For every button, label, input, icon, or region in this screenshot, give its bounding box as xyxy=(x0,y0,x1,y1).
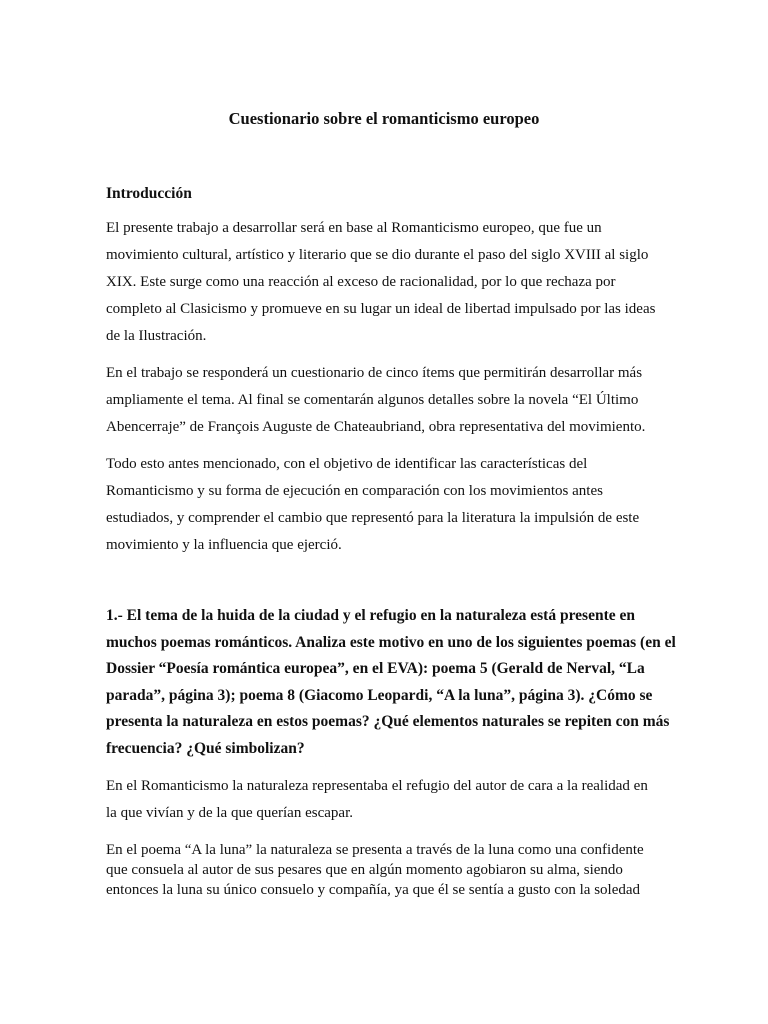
text-line: Abencerraje” de François Auguste de Chateaubriand, obra representativa del movimiento. xyxy=(106,419,646,435)
intro-paragraph-3 xyxy=(106,451,666,559)
text-line: Romanticismo y su forma de ejecución en comparación con los movimientos antes xyxy=(106,483,603,499)
text-line: muchos poemas románticos. Analiza este motivo en uno de los siguientes poemas (en el xyxy=(106,633,676,651)
document-title: Cuestionario sobre el romanticismo europeo xyxy=(228,109,540,128)
text-line: En el poema “A la luna” la naturaleza se presenta a través de la luna como una confidente xyxy=(106,842,644,858)
text-line: que consuela al autor de sus pesares que en algún momento agobiaron su alma, siendo xyxy=(106,862,623,878)
intro-heading: Introducción xyxy=(106,185,192,202)
text-line: Todo esto antes mencionado, con el objetivo de identificar las características del xyxy=(106,456,588,472)
text-line: entonces la luna su único consuelo y compañía, ya que él se sentía a gusto con la soledad xyxy=(106,882,641,898)
text-line: estudiados, y comprender el cambio que representó para la literatura la impulsión de este xyxy=(106,510,640,526)
text-line: presenta la naturaleza en estos poemas? ¿Qué elementos naturales se repiten con más xyxy=(106,713,670,730)
text-line: movimiento cultural, artístico y literario que se dio durante el paso del siglo XVIII al siglo xyxy=(106,247,649,263)
text-line: frecuencia? ¿Qué simbolizan? xyxy=(106,739,305,757)
text-line: En el trabajo se responderá un cuestionario de cinco ítems que permitirán desarrollar más xyxy=(106,365,643,381)
text-line: XIX. Este surge como una reacción al exceso de racionalidad, por lo que rechaza por xyxy=(106,274,616,290)
answer-1-paragraph-2 xyxy=(106,840,666,900)
intro-paragraph-2 xyxy=(106,360,666,441)
text-line: Dossier “Poesía romántica europea”, en el EVA): poema 5 (Gerald de Nerval, “La xyxy=(106,660,645,677)
text-line: parada”, página 3); poema 8 (Giacomo Leopardi, “A la luna”, página 3). ¿Cómo se xyxy=(106,686,653,704)
text-line: El presente trabajo a desarrollar será en base al Romanticismo europeo, que fue un xyxy=(106,220,602,236)
text-line: de la Ilustración. xyxy=(106,328,207,344)
text-line: la que vivían y de la que querían escapar. xyxy=(106,805,353,821)
text-line: 1.- El tema de la huida de la ciudad y el refugio en la naturaleza está presente en xyxy=(106,607,635,624)
answer-1-paragraph-1 xyxy=(106,773,666,827)
text-line: completo al Clasicismo y promueve en su lugar un ideal de libertad impulsado por las ideas xyxy=(106,301,656,317)
text-line: movimiento y la influencia que ejerció. xyxy=(106,537,342,553)
intro-paragraph-1 xyxy=(106,215,666,350)
text-line: ampliamente el tema. Al final se comentarán algunos detalles sobre la novela “El Último xyxy=(106,392,639,408)
question-1 xyxy=(106,603,676,762)
text-line: En el Romanticismo la naturaleza representaba el refugio del autor de cara a la realidad en xyxy=(106,778,648,794)
